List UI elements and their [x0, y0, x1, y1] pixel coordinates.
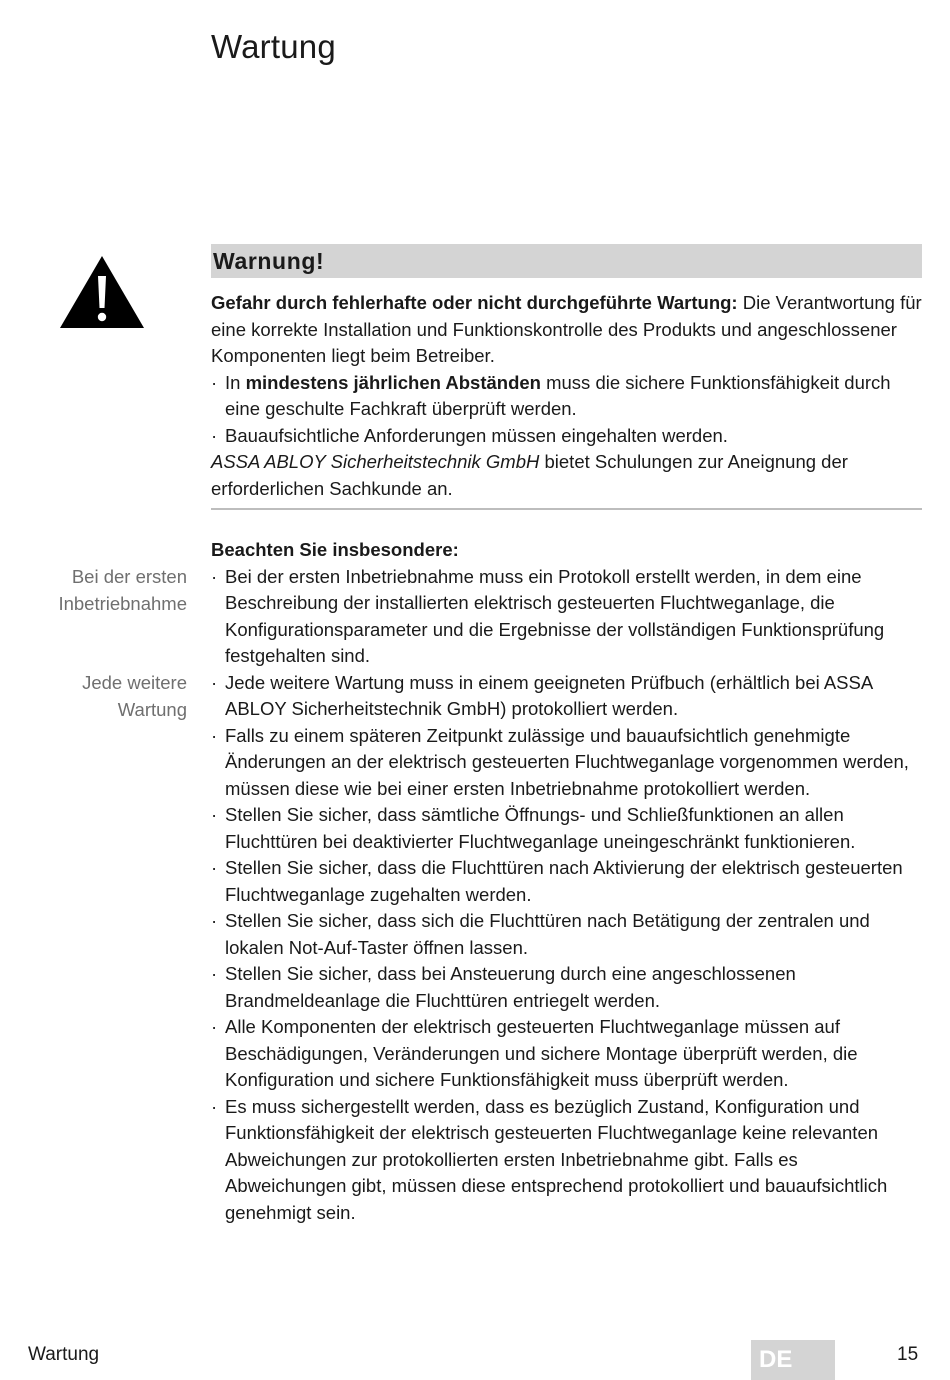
page-number: 15 — [897, 1344, 919, 1365]
footer-section-label: Wartung — [28, 1344, 100, 1365]
side-note-first-commissioning — [58, 564, 187, 617]
training-text: bietet Schulungen zur Aneignung der erforderlichen Sachkunde an. — [211, 451, 848, 499]
bullet-suffix: muss die sichere Funktionsfähigkeit durch eine geschulte Fachkraft überprüft werden. — [225, 371, 891, 419]
side-note-line: Inbetriebnahme — [58, 592, 187, 614]
warning-box — [211, 244, 922, 510]
list-item: · Bei der ersten Inbetriebnahme muss ein Protokoll erstellt werden, in dem eine Beschreibung der installierten elektrisch gesteuerten Fluchtweganlage, die Konfigurationsparameter und die Ergebnisse der vollständigen Funktionsprüfung festgehalten sind. — [211, 564, 922, 670]
warning-divider — [211, 508, 922, 510]
list-item: · Jede weitere Wartung muss in einem geeigneten Prüfbuch (erhältlich bei ASSA ABLOY Sicherheitstechnik GmbH) protokolliert werden. — [211, 670, 922, 723]
language-badge: DE — [751, 1340, 835, 1380]
warning-intro-bold: Gefahr durch fehlerhafte oder nicht durchgeführte Wartung: — [211, 292, 738, 313]
bullet-bold: mindestens jährlichen Abständen — [245, 371, 541, 393]
list-item: · Es muss sichergestellt werden, dass es bezüglich Zustand, Konfiguration und Funktionsfähigkeit der elektrisch gesteuerten Fluchtweganlage keine relevanten Abweichungen zur protokollierten ersten Inbetriebnahme gibt. Falls es Abweichungen gibt, müssen diese entsprechend protokolliert und bauaufsichtlich genehmigt sein. — [211, 1094, 922, 1227]
warning-intro — [211, 290, 922, 370]
warning-training-note — [211, 449, 922, 502]
checklist — [211, 564, 922, 1227]
side-note-line: Bei der ersten — [71, 566, 187, 587]
side-note-line: Wartung — [117, 698, 187, 720]
list-item: · Stellen Sie sicher, dass sämtliche Öffnungs- und Schließfunktionen an allen Fluchttüren bei deaktivierter Fluchtweganlage uneingeschränkt funktionieren. — [211, 802, 922, 855]
list-item: · Falls zu einem späteren Zeitpunkt zulässige und bauaufsichtlich genehmigte Änderungen an der elektrisch gesteuerten Fluchtweganlage vorgenommen werden, müssen diese wie bei einer ersten Inbetriebnahme protokolliert werden. — [211, 723, 922, 803]
list-item: · Stellen Sie sicher, dass die Fluchttüren nach Aktivierung der elektrisch gesteuerten Fluchtweganlage zugehalten werden. — [211, 855, 922, 908]
page-title: Wartung — [211, 28, 336, 65]
maintenance-checklist — [211, 537, 922, 1226]
warning-bullet-requirements: · Bauaufsichtliche Anforderungen müssen eingehalten werden. — [211, 423, 922, 450]
bullet-prefix: In — [225, 371, 246, 393]
company-name: ASSA ABLOY Sicherheitstechnik GmbH — [211, 451, 540, 472]
list-item: · Alle Komponenten der elektrisch gesteuerten Fluchtweganlage müssen auf Beschädigungen, Veränderungen und sichere Montage überprüft werden, die Konfiguration und sichere Funktionsfähigkeit muss überprüft werden. — [211, 1014, 922, 1094]
warning-intro-text: Die Verantwortung für eine korrekte Installation und Funktionskontrolle des Produkts und angeschlossener Komponenten liegt beim Betreiber. — [211, 292, 922, 366]
list-item: · Stellen Sie sicher, dass sich die Fluchttüren nach Betätigung der zentralen und lokalen Not-Auf-Taster öffnen lassen. — [211, 908, 922, 961]
warning-bullet-annual-check — [211, 370, 922, 423]
warning-heading: Warnung! — [211, 244, 922, 278]
warning-body — [211, 290, 922, 502]
checklist-heading: Beachten Sie insbesondere: — [211, 539, 459, 560]
list-item: · Stellen Sie sicher, dass bei Ansteuerung durch eine angeschlossenen Brandmeldeanlage die Fluchttüren entriegelt werden. — [211, 961, 922, 1014]
side-note-further-maintenance — [82, 670, 187, 723]
side-note-line: Jede weitere — [82, 672, 187, 693]
warning-triangle-icon — [58, 254, 146, 330]
